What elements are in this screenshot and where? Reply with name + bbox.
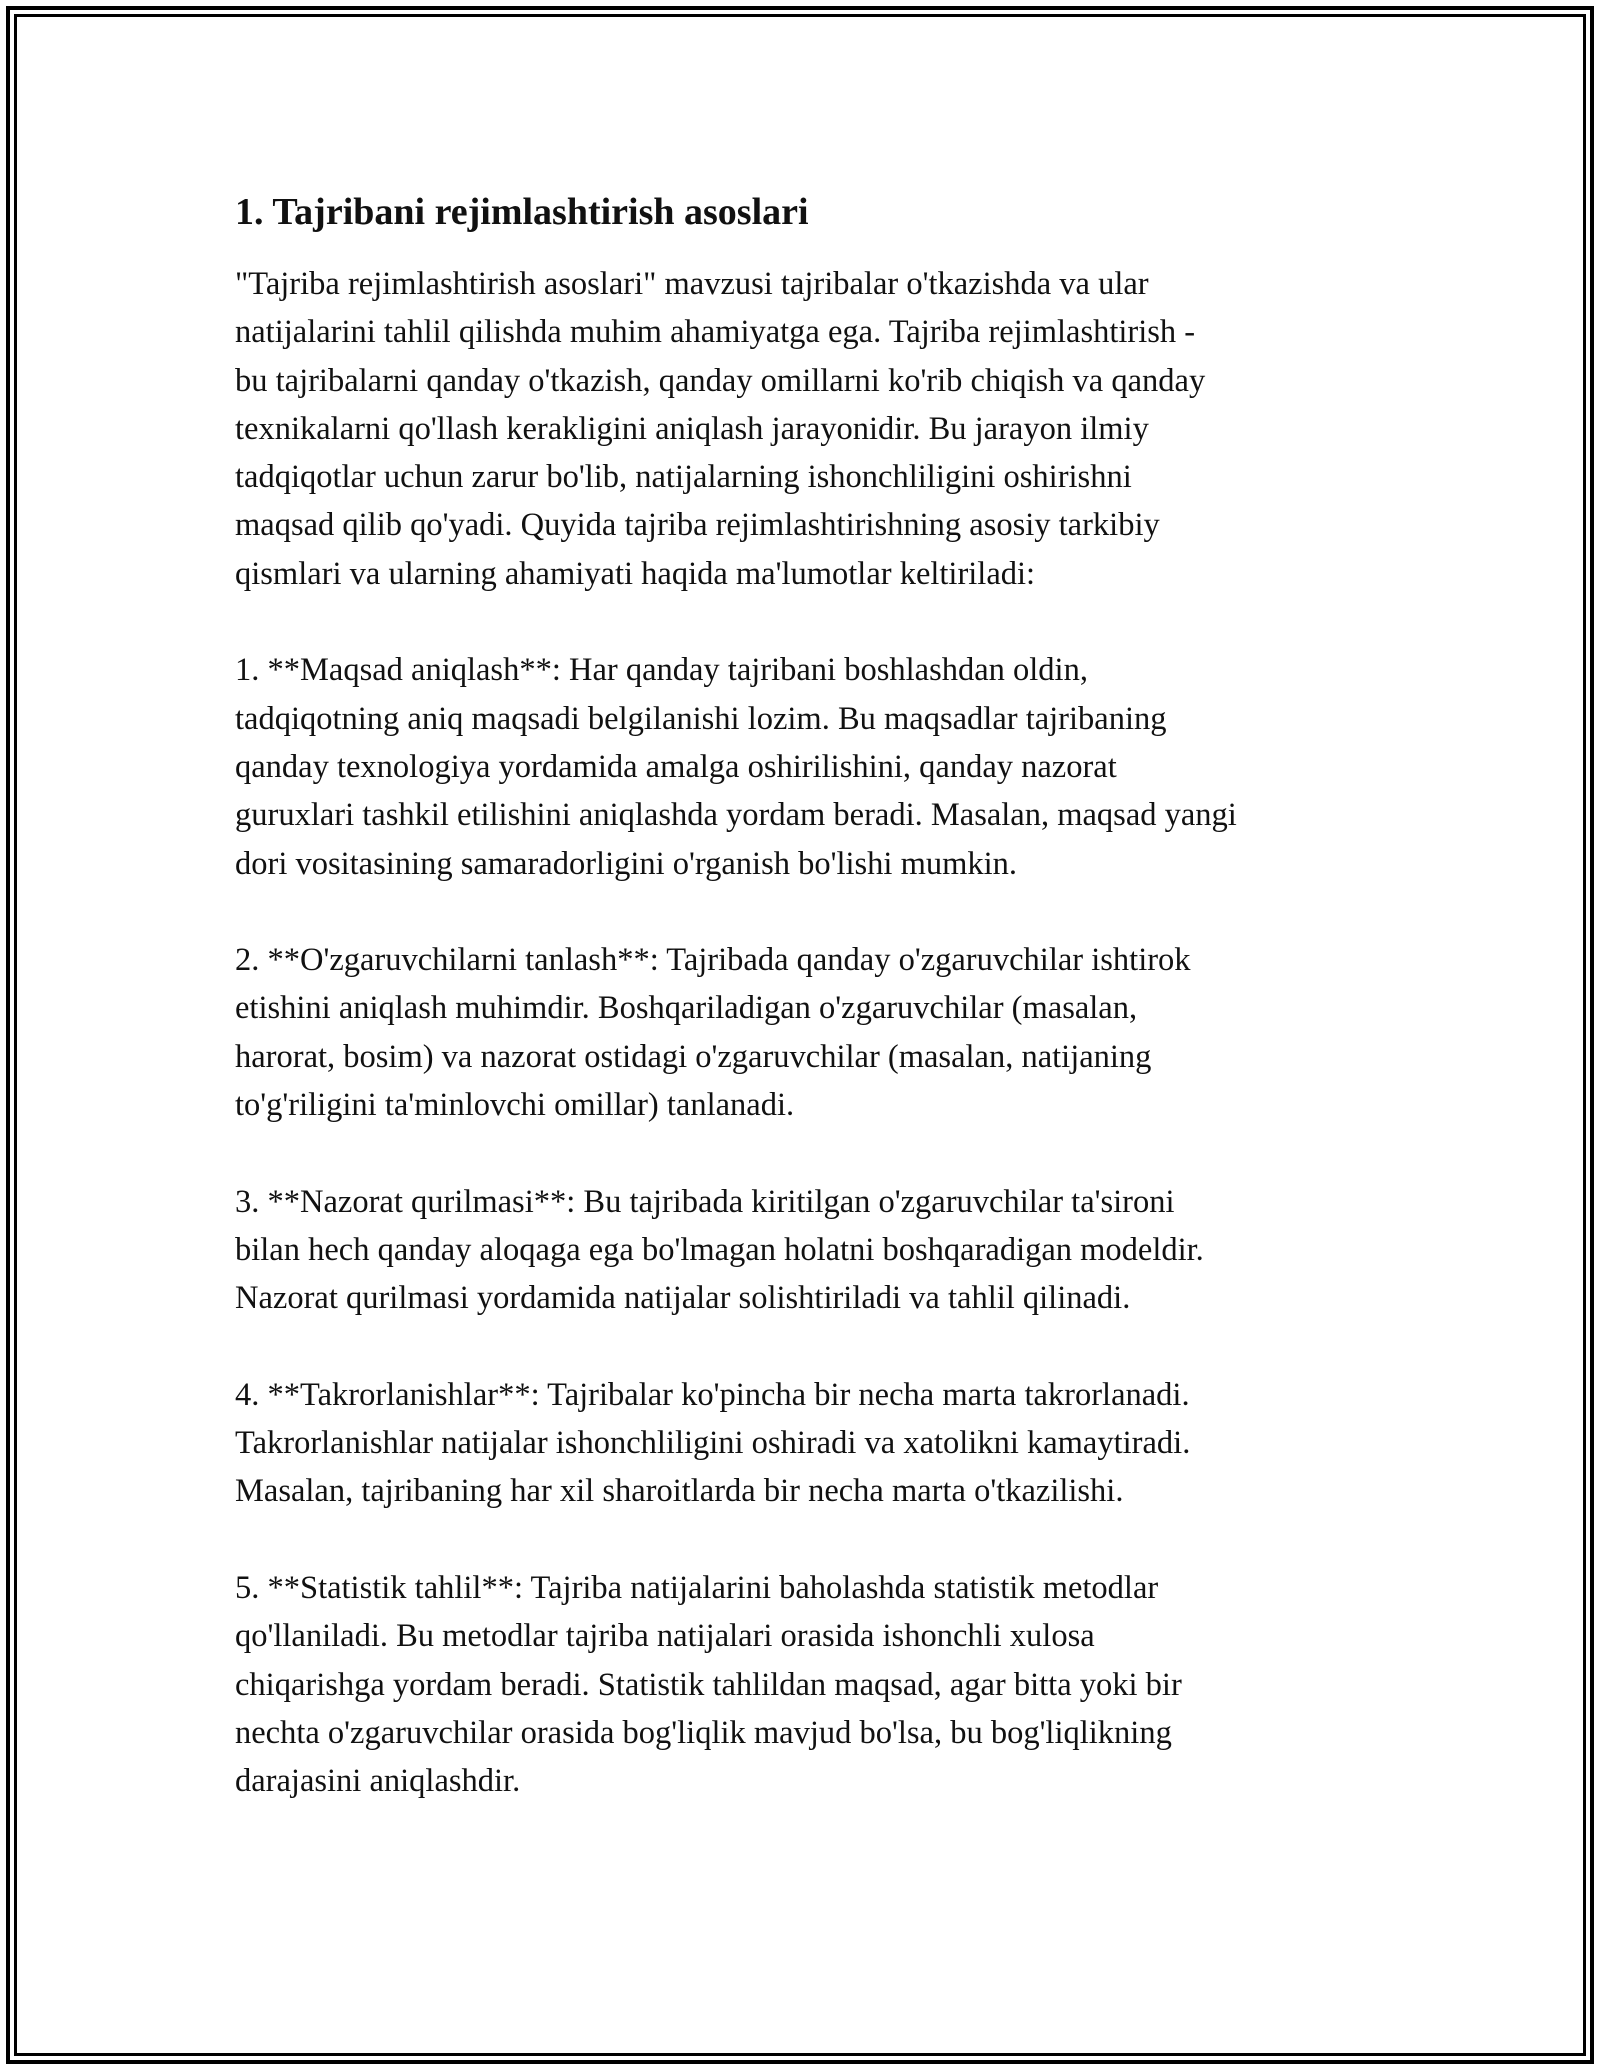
text-line: 2. **O'zgaruvchilarni tanlash**: Tajribada qanday o'zgaruvchilar ishtirok — [235, 942, 1191, 979]
text-line: natijalarini tahlil qilishda muhim ahamiyatga ega. Tajriba rejimlashtirish - — [235, 314, 1196, 351]
paragraph-gap — [235, 1516, 1375, 1564]
document-heading: 1. Tajribani rejimlashtirish asoslari — [235, 191, 809, 233]
text-line: to'g'riligini ta'minlovchi omillar) tanlanadi. — [235, 1087, 795, 1124]
paragraph-item-2 — [235, 936, 1375, 1129]
text-line: darajasini aniqlashdir. — [235, 1763, 521, 1800]
text-line: etishini aniqlash muhimdir. Boshqariladigan o'zgaruvchilar (masalan, — [235, 990, 1138, 1027]
text-line: chiqarishga yordam beradi. Statistik tahlildan maqsad, agar bitta yoki bir — [235, 1666, 1182, 1703]
text-line: qo'llaniladi. Bu metodlar tajriba natijalari orasida ishonchli xulosa — [235, 1618, 1095, 1655]
document-body — [235, 188, 1375, 1806]
paragraph-gap — [235, 1323, 1375, 1371]
paragraph-gap — [235, 1129, 1375, 1177]
text-line: harorat, bosim) va nazorat ostidagi o'zgaruvchilar (masalan, natijaning — [235, 1038, 1152, 1075]
paragraph-item-3 — [235, 1178, 1375, 1323]
paragraph-item-4 — [235, 1371, 1375, 1516]
text-line: 3. **Nazorat qurilmasi**: Bu tajribada kiritilgan o'zgaruvchilar ta'sironi — [235, 1183, 1175, 1220]
text-line: bilan hech qanday aloqaga ega bo'lmagan holatni boshqaradigan modeldir. — [235, 1231, 1204, 1268]
paragraph-item-1 — [235, 646, 1375, 887]
paragraph-gap — [235, 888, 1375, 936]
text-line: 1. **Maqsad aniqlash**: Har qanday tajribani boshlashdan oldin, — [235, 652, 1088, 689]
text-line: nechta o'zgaruvchilar orasida bog'liqlik mavjud bo'lsa, bu bog'liqlikning — [235, 1714, 1172, 1751]
paragraph-intro — [235, 260, 1375, 598]
text-line: Nazorat qurilmasi yordamida natijalar solishtiriladi va tahlil qilinadi. — [235, 1280, 1131, 1317]
text-line: guruxlari tashkil etilishini aniqlashda yordam beradi. Masalan, maqsad yangi — [235, 797, 1237, 834]
paragraph-item-5 — [235, 1564, 1375, 1805]
text-line: texnikalarni qo'llash kerakligini aniqlash jarayonidir. Bu jarayon ilmiy — [235, 410, 1149, 447]
text-line: tadqiqotlar uchun zarur bo'lib, natijalarning ishonchliligini oshirishni — [235, 459, 1132, 496]
text-line: Masalan, tajribaning har xil sharoitlarda bir necha marta o'tkazilishi. — [235, 1473, 1124, 1510]
text-line: tadqiqotning aniq maqsadi belgilanishi lozim. Bu maqsadlar tajribaning — [235, 700, 1167, 737]
text-line: qanday texnologiya yordamida amalga oshirilishini, qanday nazorat — [235, 748, 1117, 785]
paragraph-gap — [235, 598, 1375, 646]
text-line: dori vositasining samaradorligini o'rganish bo'lishi mumkin. — [235, 845, 1018, 882]
text-line: 5. **Statistik tahlil**: Tajriba natijalarini baholashda statistik metodlar — [235, 1570, 1159, 1607]
text-line: "Tajriba rejimlashtirish asoslari" mavzusi tajribalar o'tkazishda va ular — [235, 266, 1149, 302]
text-line: maqsad qilib qo'yadi. Quyida tajriba rejimlashtirishning asosiy tarkibiy — [235, 507, 1160, 544]
text-line: bu tajribalarni qanday o'tkazish, qanday omillarni ko'rib chiqish va qanday — [235, 362, 1206, 399]
text-line: 4. **Takrorlanishlar**: Tajribalar ko'pincha bir necha marta takrorlanadi. — [235, 1376, 1190, 1413]
text-line: qismlari va ularning ahamiyati haqida ma'lumotlar keltiriladi: — [235, 555, 1036, 592]
text-line: Takrorlanishlar natijalar ishonchliligini oshiradi va xatolikni kamaytiradi. — [235, 1425, 1191, 1462]
